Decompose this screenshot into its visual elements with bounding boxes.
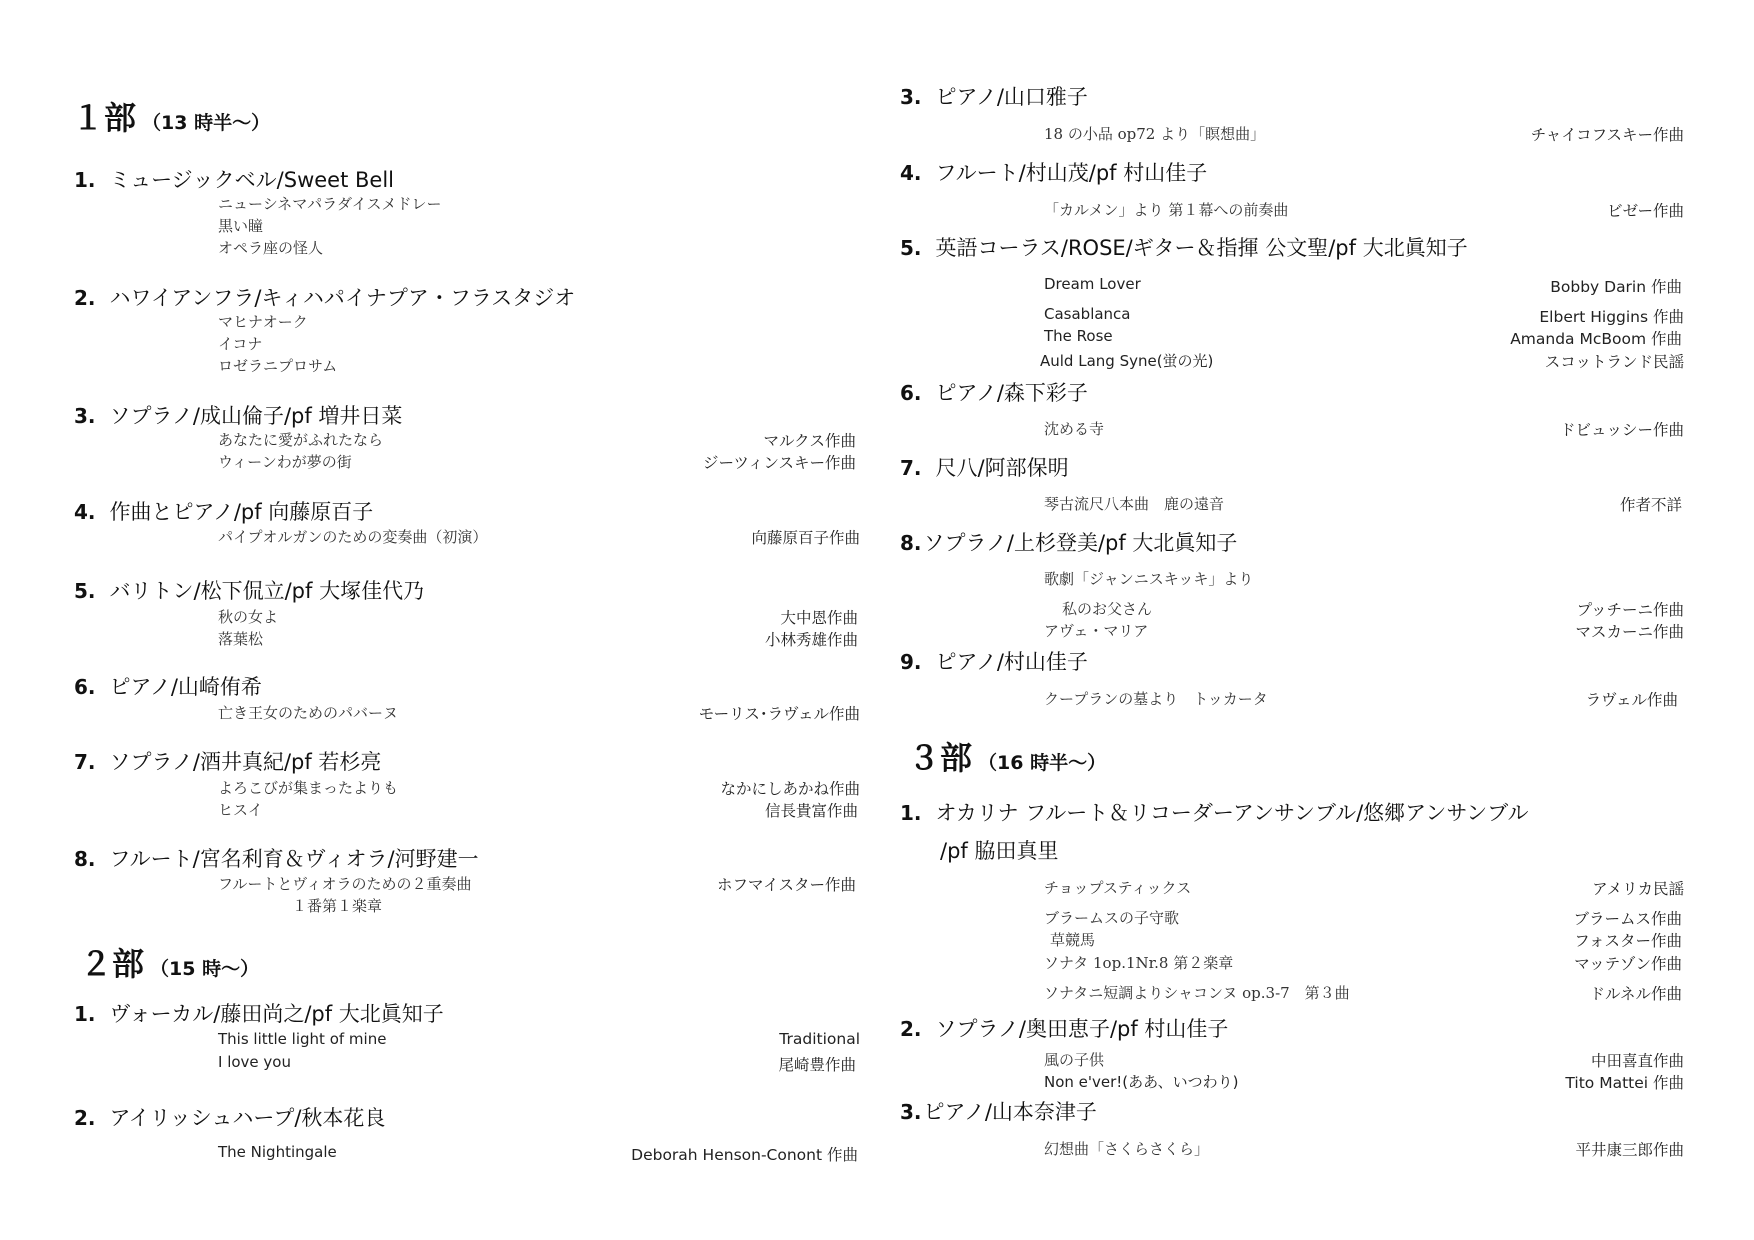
piece-composer: ドビュッシー作曲 bbox=[1559, 421, 1684, 439]
item-title: ピアノ/山本奈津子 bbox=[923, 1100, 1097, 1124]
item-number: 3. bbox=[900, 1100, 922, 1124]
piece-composer: ラヴェル作曲 bbox=[1585, 691, 1678, 709]
piece-title: Casablanca bbox=[1044, 305, 1131, 323]
item-title: ハワイアンフラ/キィハパイナプア・フラスタジオ bbox=[109, 286, 576, 310]
piece-composer: 平井康三郎作曲 bbox=[1575, 1141, 1684, 1159]
piece-title: 秋の女よ bbox=[218, 608, 279, 626]
part1-item-3 bbox=[74, 400, 402, 430]
piece-title: 草競馬 bbox=[1050, 931, 1096, 949]
piece-title: The Rose bbox=[1044, 327, 1113, 345]
piece-title: ソナタニ短調よりシャコンヌ op.3-7 第３曲 bbox=[1044, 984, 1350, 1002]
item-number: 5. bbox=[74, 579, 96, 603]
item-number: 5. bbox=[900, 236, 922, 260]
piece-composer: ドルネル作曲 bbox=[1589, 985, 1682, 1003]
item-number: 6. bbox=[74, 675, 96, 699]
piece-composer: ブラームス作曲 bbox=[1573, 910, 1682, 928]
piece-title: 沈める寺 bbox=[1044, 420, 1105, 438]
piece-composer: フォスター作曲 bbox=[1574, 932, 1682, 950]
piece-title: オペラ座の怪人 bbox=[218, 239, 324, 257]
piece-composer: チャイコフスキー作曲 bbox=[1530, 126, 1684, 144]
piece-title: 「カルメン」より 第１幕への前奏曲 bbox=[1044, 201, 1289, 219]
part1-item-8 bbox=[74, 843, 479, 873]
item-title: ピアノ/山口雅子 bbox=[935, 85, 1088, 109]
item-number: 6. bbox=[900, 381, 922, 405]
part1-item-7 bbox=[74, 746, 381, 776]
part1-item-2 bbox=[74, 282, 575, 312]
piece-composer: なかにしあかね作曲 bbox=[720, 780, 860, 798]
piece-title: あなたに愛がふれたなら bbox=[218, 431, 384, 449]
part2-item-8 bbox=[900, 527, 1237, 557]
piece-composer: 尾崎豊作曲 bbox=[778, 1056, 856, 1074]
piece-composer: Tito Mattei 作曲 bbox=[1565, 1074, 1684, 1092]
item-number: 1. bbox=[74, 168, 96, 192]
part1-item-6 bbox=[74, 671, 262, 701]
item-number: 2. bbox=[900, 1017, 922, 1041]
part3-title: ３部 bbox=[908, 739, 973, 777]
piece-composer: 小林秀雄作曲 bbox=[764, 631, 858, 649]
piece-title: This little light of mine bbox=[218, 1030, 387, 1048]
item-title: アイリッシュハープ/秋本花良 bbox=[109, 1106, 386, 1130]
item-number: 7. bbox=[900, 456, 922, 480]
item-title: 作曲とピアノ/pf 向藤原百子 bbox=[109, 500, 374, 524]
part2-item-3 bbox=[900, 81, 1088, 111]
piece-title: マヒナオーク bbox=[218, 313, 308, 331]
piece-composer: マスカーニ作曲 bbox=[1575, 623, 1684, 641]
piece-title: よろこびが集まったよりも bbox=[218, 779, 399, 797]
part2-item-2 bbox=[74, 1102, 385, 1132]
item-title: 尺八/阿部保明 bbox=[935, 456, 1069, 480]
piece-title: 琴古流尺八本曲 鹿の遠音 bbox=[1044, 495, 1225, 513]
item-title: ソプラノ/奥田恵子/pf 村山佳子 bbox=[935, 1017, 1229, 1041]
part3-item-1 bbox=[900, 797, 1528, 827]
item-number: 4. bbox=[74, 500, 96, 524]
piece-title: 亡き王女のためのパバーヌ bbox=[218, 704, 399, 722]
item-number: 4. bbox=[900, 161, 922, 185]
piece-composer: ホフマイスター作曲 bbox=[716, 876, 856, 894]
piece-composer: モーリス･ラヴェル作曲 bbox=[698, 705, 860, 723]
item-title: ピアノ/山崎侑希 bbox=[109, 675, 262, 699]
piece-title: I love you bbox=[218, 1053, 291, 1071]
part3-item-1-title-continued: /pf 脇田真里 bbox=[940, 839, 1059, 863]
part3-heading bbox=[908, 733, 1106, 779]
part2-item-6 bbox=[900, 377, 1088, 407]
piece-title: Auld Lang Syne(蛍の光) bbox=[1040, 352, 1214, 370]
piece-title: 幻想曲「さくらさくら」 bbox=[1044, 1140, 1210, 1158]
piece-title: 風の子供 bbox=[1044, 1051, 1105, 1069]
piece-title: クープランの墓より トッカータ bbox=[1044, 690, 1268, 708]
item-number: 2. bbox=[74, 286, 96, 310]
part3-item-2 bbox=[900, 1013, 1228, 1043]
piece-title: ブラームスの子守歌 bbox=[1044, 909, 1180, 927]
part2-item-4 bbox=[900, 157, 1207, 187]
piece-title: 私のお父さん bbox=[1062, 600, 1153, 618]
piece-title: 18 の小品 op72 より「瞑想曲」 bbox=[1044, 125, 1266, 143]
part2-title: ２部 bbox=[80, 945, 145, 983]
item-number: 1. bbox=[74, 1002, 96, 1026]
item-number: 1. bbox=[900, 801, 922, 825]
item-number: 8. bbox=[74, 847, 96, 871]
piece-title: 落葉松 bbox=[218, 630, 264, 648]
item-title: フルート/村山茂/pf 村山佳子 bbox=[935, 161, 1208, 185]
piece-composer: 向藤原百子作曲 bbox=[751, 529, 860, 547]
piece-composer: マッテゾン作曲 bbox=[1574, 955, 1682, 973]
item-title: ソプラノ/成山倫子/pf 増井日菜 bbox=[109, 404, 403, 428]
item-title: ヴォーカル/藤田尚之/pf 大北眞知子 bbox=[109, 1002, 444, 1026]
part1-item-5 bbox=[74, 575, 424, 605]
piece-title: Dream Lover bbox=[1044, 275, 1141, 293]
piece-title: ソナタ 1op.1Nr.8 第２楽章 bbox=[1044, 954, 1234, 972]
piece-title: The Nightingale bbox=[218, 1143, 337, 1161]
part1-item-1 bbox=[74, 164, 394, 194]
piece-title: １番第１楽章 bbox=[292, 897, 383, 915]
item-title: バリトン/松下侃立/pf 大塚佳代乃 bbox=[109, 579, 425, 603]
piece-title: ウィーンわが夢の街 bbox=[218, 453, 352, 471]
part3-item-3 bbox=[900, 1096, 1097, 1126]
part2-item-9 bbox=[900, 646, 1088, 676]
item-title: 英語コーラス/ROSE/ギター＆指揮 公文聖/pf 大北眞知子 bbox=[935, 236, 1468, 260]
part1-item-4 bbox=[74, 496, 373, 526]
item-title: ソプラノ/上杉登美/pf 大北眞知子 bbox=[923, 531, 1238, 555]
item-title: ピアノ/森下彩子 bbox=[935, 381, 1088, 405]
item-title: フルート/宮名利育＆ヴィオラ/河野建一 bbox=[109, 847, 479, 871]
piece-composer: アメリカ民謡 bbox=[1592, 880, 1684, 898]
piece-composer: 作者不詳 bbox=[1619, 496, 1682, 514]
item-number: 3. bbox=[74, 404, 96, 428]
piece-composer: Amanda McBoom 作曲 bbox=[1510, 330, 1682, 348]
piece-title: Non e'ver!(ああ、いつわり) bbox=[1044, 1073, 1239, 1091]
piece-title: ニューシネマパラダイスメドレー bbox=[218, 195, 442, 213]
piece-composer: 信長貴富作曲 bbox=[764, 802, 858, 820]
part2-item-5 bbox=[900, 232, 1468, 262]
piece-title: パイプオルガンのための変奏曲（初演） bbox=[218, 528, 488, 546]
piece-title: アヴェ・マリア bbox=[1044, 622, 1149, 640]
piece-title: ロゼラニプロサム bbox=[218, 357, 338, 375]
item-title: ピアノ/村山佳子 bbox=[935, 650, 1088, 674]
item-number: 9. bbox=[900, 650, 922, 674]
piece-composer: 大中恩作曲 bbox=[780, 609, 858, 627]
part2-heading bbox=[80, 939, 259, 985]
piece-composer: Elbert Higgins 作曲 bbox=[1539, 308, 1684, 326]
piece-composer: スコットランド民謡 bbox=[1544, 353, 1684, 371]
part1-heading bbox=[72, 93, 270, 139]
part2-item-7 bbox=[900, 452, 1069, 482]
part2-item-1 bbox=[74, 998, 444, 1028]
item-number: 8. bbox=[900, 531, 922, 555]
piece-title: ヒスイ bbox=[218, 801, 263, 819]
piece-title: チョップスティックス bbox=[1044, 879, 1192, 897]
part3-time: （16 時半～） bbox=[978, 752, 1107, 774]
item-title: ミュージックベル/Sweet Bell bbox=[109, 168, 395, 192]
piece-title: 黒い瞳 bbox=[218, 217, 264, 235]
piece-composer: Bobby Darin 作曲 bbox=[1550, 278, 1682, 296]
item-number: 2. bbox=[74, 1106, 96, 1130]
piece-composer: ジーツィンスキー作曲 bbox=[703, 454, 856, 472]
piece-title: イコナ bbox=[218, 335, 263, 353]
part1-title: １部 bbox=[72, 99, 137, 137]
piece-composer: ビゼー作曲 bbox=[1607, 202, 1684, 220]
item-title: ソプラノ/酒井真紀/pf 若杉亮 bbox=[109, 750, 382, 774]
piece-composer: Deborah Henson-Conont 作曲 bbox=[631, 1146, 858, 1164]
item-number: 3. bbox=[900, 85, 922, 109]
part2-time: （15 時～） bbox=[150, 958, 260, 980]
piece-composer: プッチーニ作曲 bbox=[1576, 601, 1684, 619]
item-number: 7. bbox=[74, 750, 96, 774]
part1-time: （13 時半～） bbox=[142, 112, 271, 134]
piece-title: 歌劇「ジャンニスキッキ」より bbox=[1044, 570, 1254, 588]
item-title: オカリナ フルート＆リコーダーアンサンブル/悠郷アンサンブル bbox=[935, 801, 1529, 825]
piece-composer: マルクス作曲 bbox=[763, 432, 856, 450]
piece-title: フルートとヴィオラのための２重奏曲 bbox=[218, 875, 472, 893]
piece-composer: 中田喜直作曲 bbox=[1590, 1052, 1684, 1070]
piece-composer: Traditional bbox=[779, 1030, 860, 1048]
